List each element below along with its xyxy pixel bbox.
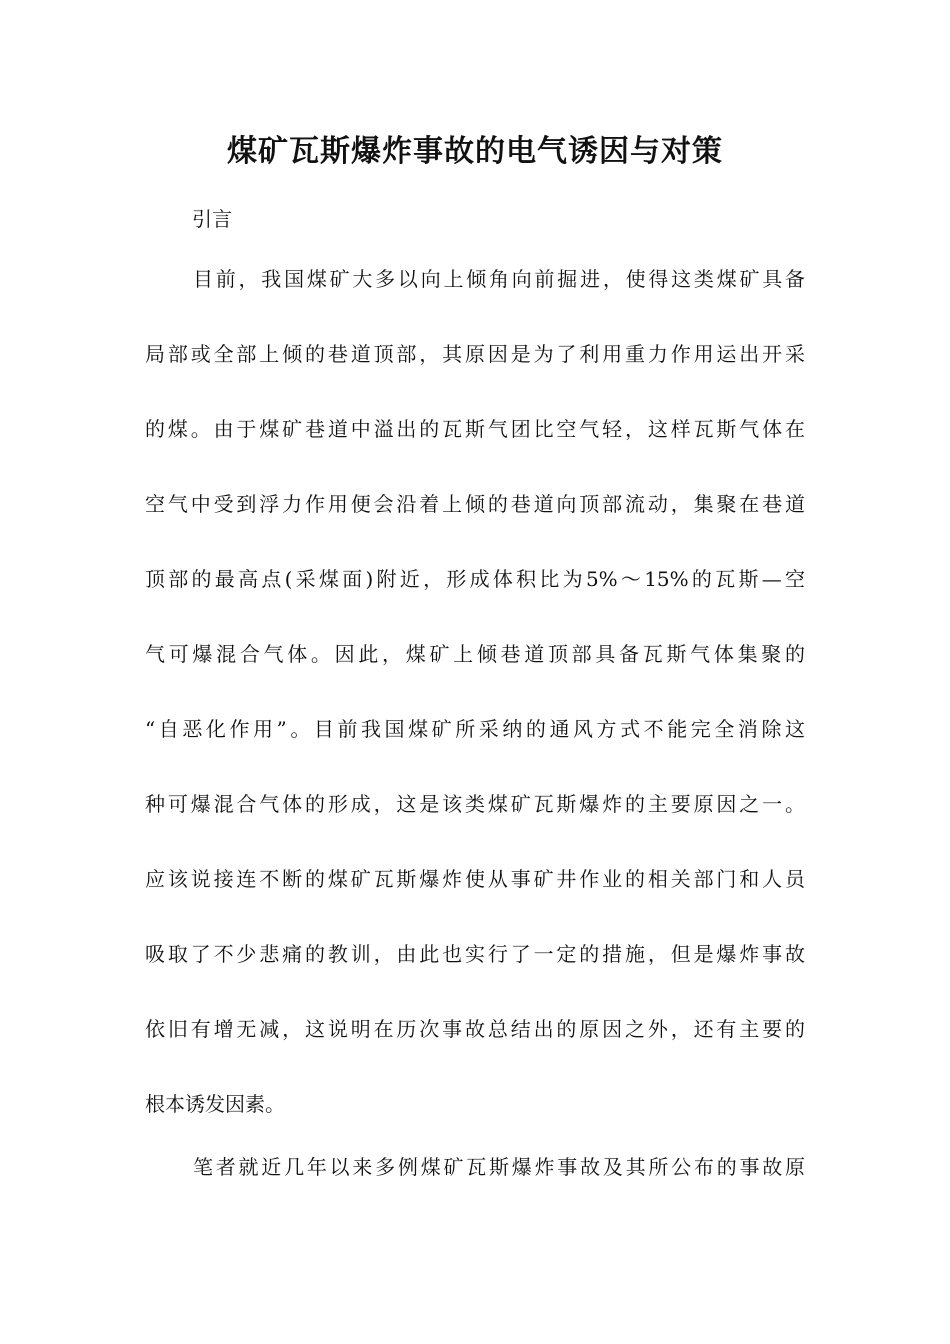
paragraph-line: 的煤。由于煤矿巷道中溢出的瓦斯气团比空气轻，这样瓦斯气体在 — [145, 417, 805, 441]
paragraph-line: 吸取了不少悲痛的教训，由此也实行了一定的措施，但是爆炸事故 — [145, 942, 805, 966]
paragraph-line: 笔者就近几年以来多例煤矿瓦斯爆炸事故及其所公布的事故原 — [193, 1155, 805, 1179]
paragraph-line: 应该说接连不断的煤矿瓦斯爆炸使从事矿井作业的相关部门和人员 — [145, 867, 805, 891]
paragraph-line: 根本诱发因素。 — [145, 1092, 285, 1116]
paragraph-line: 依旧有增无减，这说明在历次事故总结出的原因之外，还有主要的 — [145, 1017, 805, 1041]
paragraph-line: 气可爆混合气体。因此，煤矿上倾巷道顶部具备瓦斯气体集聚的 — [145, 642, 805, 666]
paragraph-line: 空气中受到浮力作用便会沿着上倾的巷道向顶部流动，集聚在巷道 — [145, 492, 805, 516]
paragraph-line: 种可爆混合气体的形成，这是该类煤矿瓦斯爆炸的主要原因之一。 — [145, 792, 805, 816]
paragraph-1 — [145, 261, 805, 1161]
section-heading: 引言 — [192, 207, 232, 231]
paragraph-2 — [145, 1149, 805, 1224]
paragraph-line: 局部或全部上倾的巷道顶部，其原因是为了利用重力作用运出开采 — [145, 342, 805, 366]
paragraph-line: 顶部的最高点(采煤面)附近，形成体积比为5%～15%的瓦斯—空 — [145, 567, 805, 591]
paragraph-line: “自恶化作用”。目前我国煤矿所采纳的通风方式不能完全消除这 — [145, 717, 805, 741]
document-title: 煤矿瓦斯爆炸事故的电气诱因与对策 — [227, 134, 723, 169]
paragraph-line: 目前，我国煤矿大多以向上倾角向前掘进，使得这类煤矿具备 — [193, 267, 805, 291]
